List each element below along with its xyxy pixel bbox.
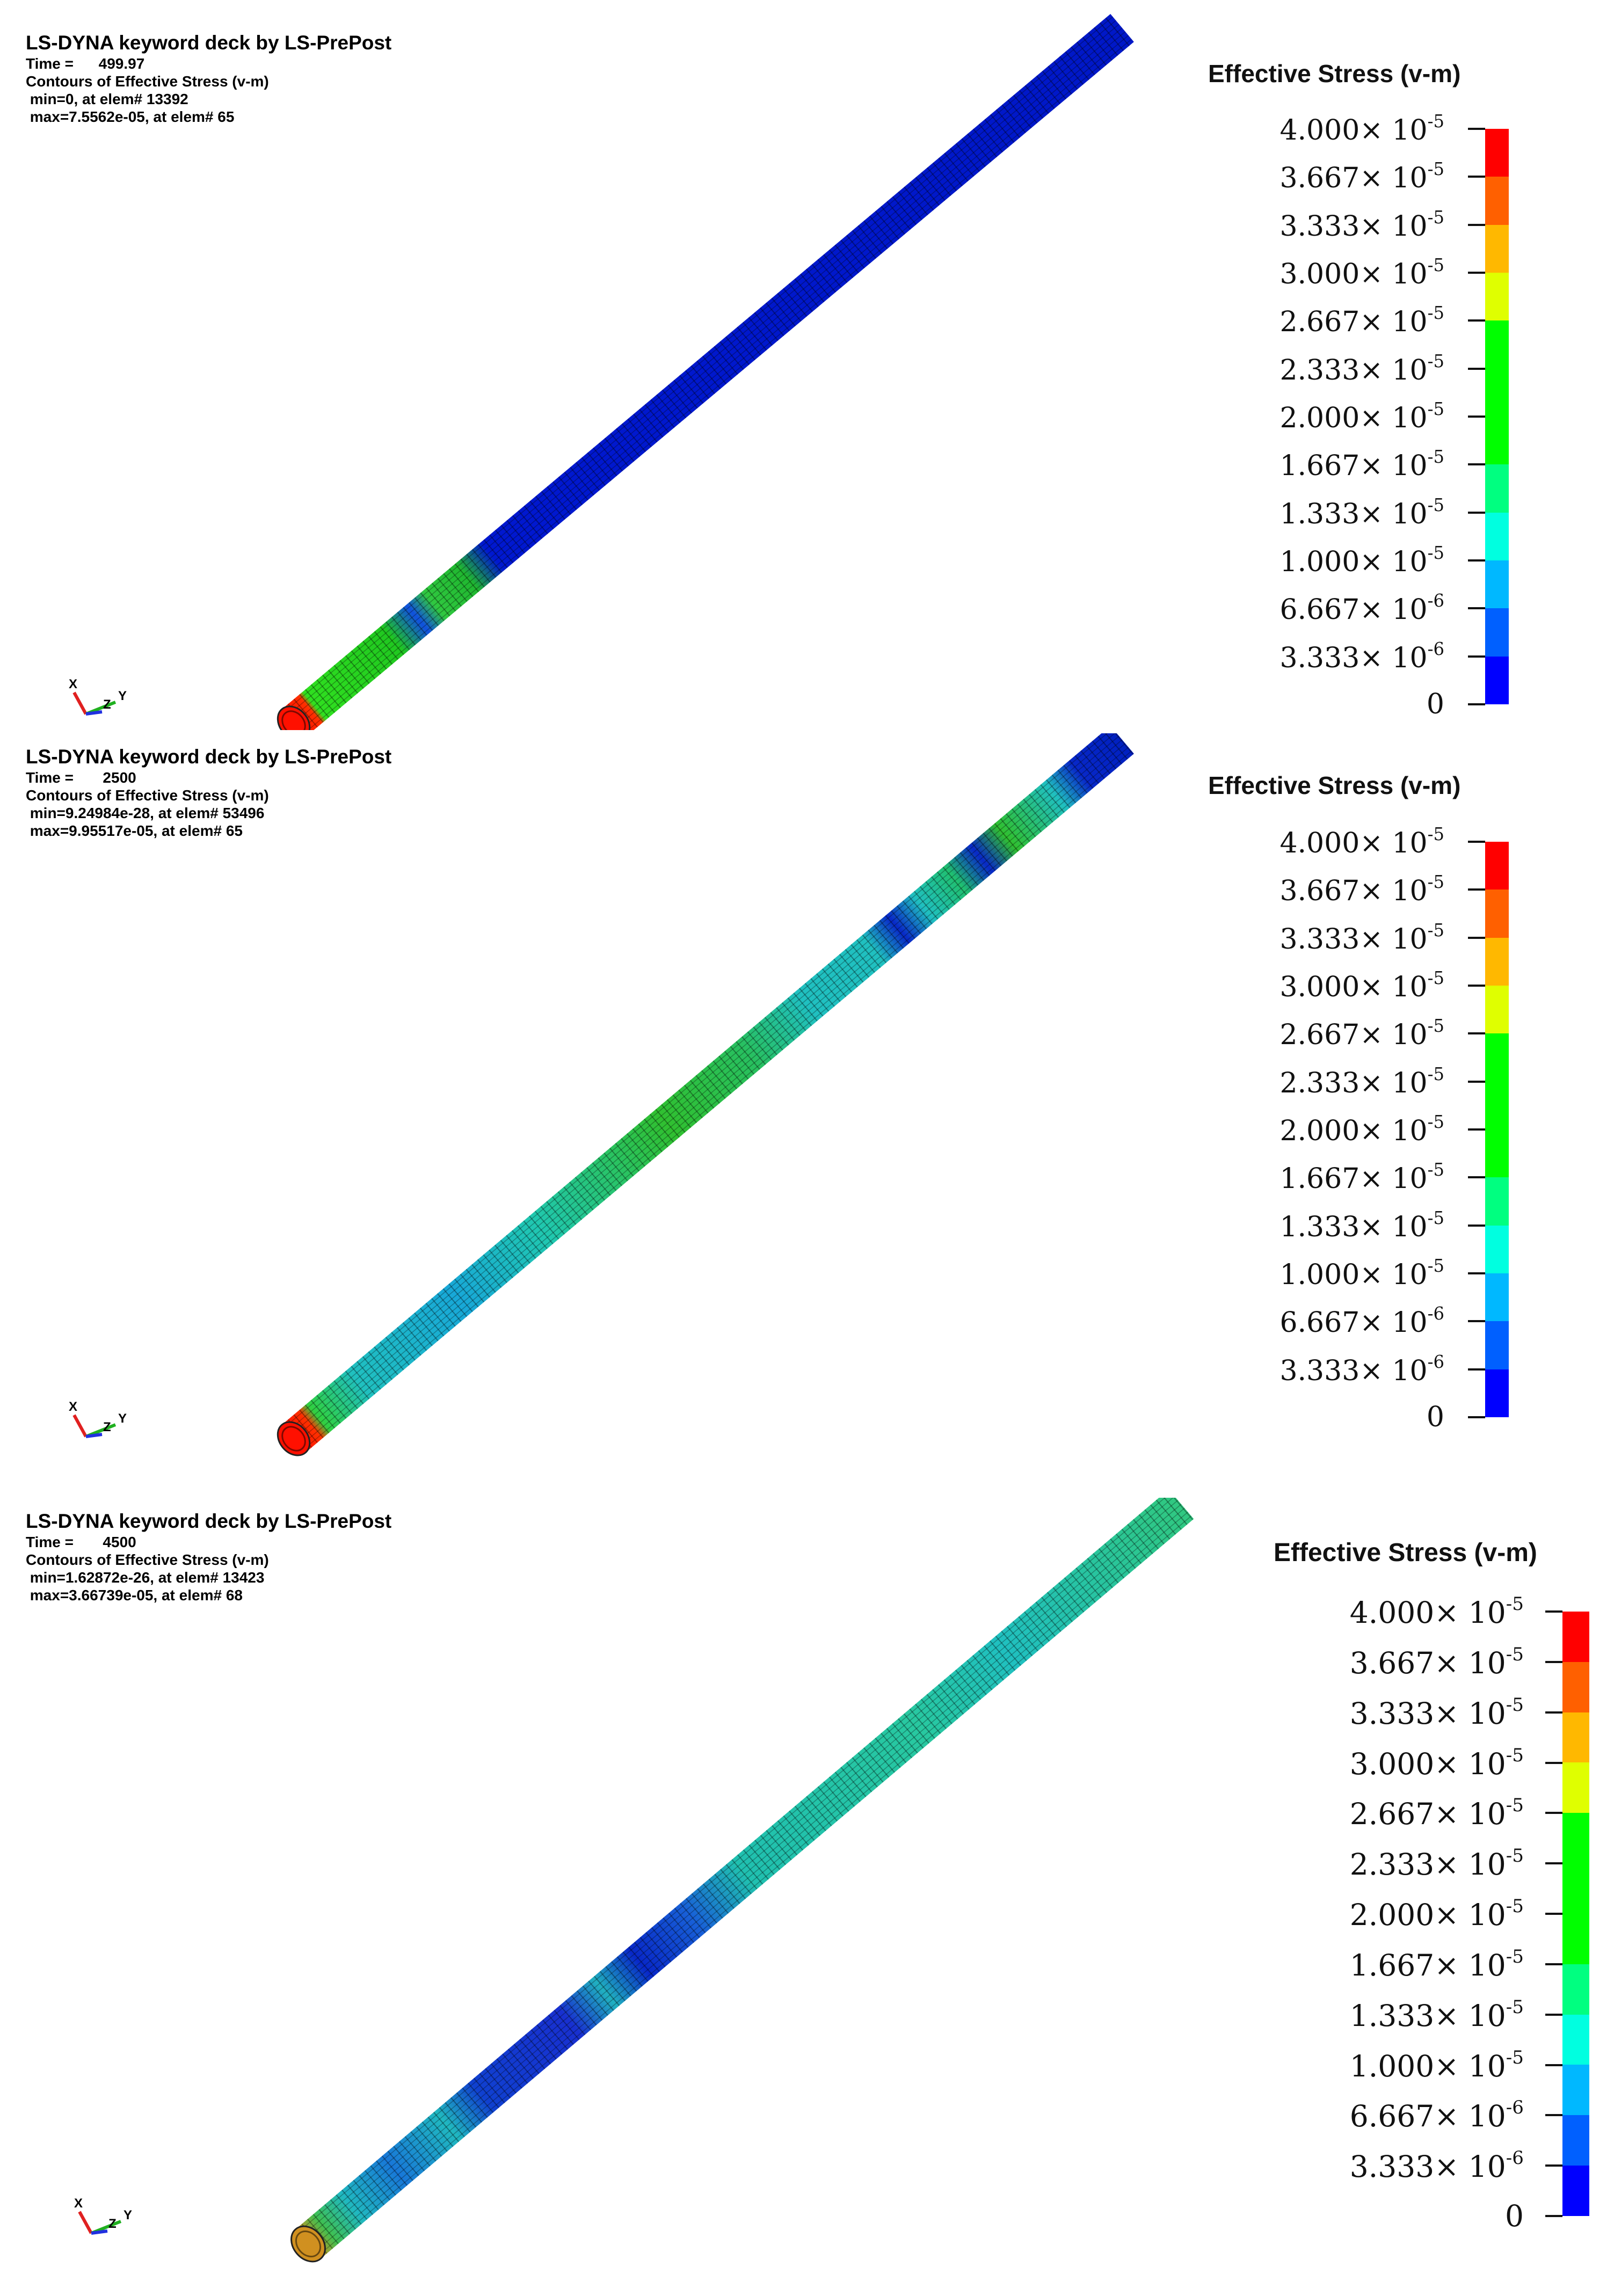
times-ten: × 10 <box>1359 162 1428 195</box>
legend-tick <box>1468 128 1485 130</box>
legend-label-value: 1.333 <box>1279 498 1360 530</box>
legend-label-exponent: -5 <box>1427 207 1444 228</box>
legend-label-value: 2.333 <box>1349 1847 1435 1882</box>
pipe-mesh-line <box>315 1512 1188 2252</box>
axis-triad-icon <box>64 1388 161 1447</box>
colorbar-band <box>1485 513 1509 560</box>
header-min: min=9.24984e-28, at elem# 53496 <box>26 804 265 821</box>
legend-label-exponent: -5 <box>1427 399 1444 420</box>
legend-label-value: 1.000 <box>1279 1258 1360 1291</box>
legend-label-value: 3.333 <box>1349 2149 1435 2184</box>
legend-label-value: 3.333 <box>1349 1696 1435 1731</box>
colorbar-band <box>1485 842 1509 890</box>
legend-tick <box>1545 2164 1562 2167</box>
legend-label-exponent: -5 <box>1427 1016 1444 1037</box>
times-ten: × 10 <box>1434 1645 1506 1680</box>
times-ten: × 10 <box>1359 306 1428 339</box>
legend-tick <box>1468 703 1485 705</box>
legend-title: Effective Stress (v-m) <box>1208 60 1461 88</box>
legend-label-value: 2.667 <box>1279 306 1360 339</box>
contour-panel-time-4500 <box>0 1498 1614 2296</box>
colorbar-band <box>1562 1762 1589 1813</box>
legend-label <box>1279 1064 1444 1099</box>
legend-label-value: 3.667 <box>1279 875 1360 908</box>
legend-label-value: 6.667 <box>1279 1307 1360 1339</box>
header-max: max=9.95517e-05, at elem# 65 <box>26 822 243 839</box>
header-contour: Contours of Effective Stress (v-m) <box>26 786 269 804</box>
legend-label <box>1350 1593 1524 1630</box>
legend-tick <box>1468 1416 1485 1418</box>
legend-title: Effective Stress (v-m) <box>1274 1539 1537 1567</box>
contour-info-header <box>26 745 391 840</box>
times-ten: × 10 <box>1359 450 1428 483</box>
legend-label <box>1279 1208 1444 1243</box>
legend-label-value: 4.000 <box>1279 114 1360 147</box>
legend-tick <box>1468 463 1485 465</box>
legend-tick <box>1545 1913 1562 1915</box>
header-max: max=7.5562e-05, at elem# 65 <box>26 108 235 125</box>
legend-tick <box>1468 985 1485 987</box>
legend-label <box>1279 495 1444 530</box>
colorbar-band <box>1562 1964 1589 2015</box>
legend-label-value: 1.333 <box>1349 1998 1435 2033</box>
legend-label <box>1279 303 1444 339</box>
legend-tick <box>1468 937 1485 939</box>
times-ten: × 10 <box>1359 971 1428 1003</box>
triad-label-x: X <box>69 677 78 691</box>
times-ten: × 10 <box>1434 2049 1506 2083</box>
contour-info-header <box>26 1510 391 1604</box>
legend-label <box>1279 1160 1444 1196</box>
legend-tick <box>1545 2215 1562 2217</box>
legend-colorbar <box>1562 1612 1589 2216</box>
legend-tick <box>1468 1032 1485 1034</box>
legend-label-value: 4.000 <box>1279 827 1360 859</box>
legend-label <box>1279 639 1444 674</box>
times-ten: × 10 <box>1434 2099 1506 2134</box>
legend-tick <box>1545 2064 1562 2066</box>
legend-label-exponent: -5 <box>1506 1694 1524 1716</box>
legend-label-exponent: -5 <box>1427 543 1444 564</box>
legend-label-exponent: -5 <box>1427 303 1444 324</box>
colorbar-band <box>1485 890 1509 937</box>
legend-label-value: 1.000 <box>1349 2049 1435 2083</box>
legend-tick <box>1468 1128 1485 1131</box>
colorbar-band <box>1562 1612 1589 1662</box>
legend-label-value: 3.333 <box>1279 210 1360 243</box>
colorbar-band <box>1485 1369 1509 1417</box>
times-ten: × 10 <box>1359 1258 1428 1291</box>
legend-label-exponent: -5 <box>1427 1207 1444 1228</box>
colorbar-band <box>1485 657 1509 704</box>
legend-title: Effective Stress (v-m) <box>1208 771 1461 799</box>
colorbar-band <box>1485 177 1509 224</box>
times-ten: × 10 <box>1359 923 1428 956</box>
colorbar-band <box>1485 1033 1509 1081</box>
legend-label-exponent: -5 <box>1506 2046 1524 2068</box>
pipe-mesh-line <box>305 1500 1178 2240</box>
legend-label <box>1279 255 1444 290</box>
legend-label <box>1279 872 1444 908</box>
legend-label-value: 3.000 <box>1279 971 1360 1003</box>
times-ten: × 10 <box>1359 402 1428 434</box>
times-ten: × 10 <box>1359 114 1428 147</box>
times-ten: × 10 <box>1359 594 1428 626</box>
triad-label-z: Z <box>103 697 111 712</box>
legend-label <box>1350 1845 1524 1882</box>
legend-label-exponent: -5 <box>1427 494 1444 515</box>
times-ten: × 10 <box>1434 1847 1506 1882</box>
legend-tick <box>1468 607 1485 609</box>
legend-label-value: 2.667 <box>1279 1019 1360 1052</box>
legend-label <box>1279 351 1444 387</box>
legend-tick <box>1468 1272 1485 1274</box>
legend-label <box>1279 207 1444 243</box>
legend-label-value: 6.667 <box>1279 594 1360 626</box>
times-ten: × 10 <box>1359 498 1428 530</box>
legend-label-exponent: -5 <box>1427 1160 1444 1180</box>
times-ten: × 10 <box>1359 1114 1428 1147</box>
times-ten: × 10 <box>1359 1067 1428 1099</box>
times-ten: × 10 <box>1434 1948 1506 1982</box>
legend-label-exponent: -6 <box>1427 1351 1444 1372</box>
legend-label-exponent: -5 <box>1506 1744 1524 1766</box>
pipe-mesh-line <box>290 24 1119 719</box>
legend-label <box>1279 1016 1444 1052</box>
legend-label-value: 1.667 <box>1349 1948 1435 1982</box>
legend-label <box>1350 1996 1524 2033</box>
header-min: min=1.62872e-26, at elem# 13423 <box>26 1569 265 1586</box>
legend-tick <box>1545 1762 1562 1764</box>
legend-label-exponent: -5 <box>1506 1643 1524 1665</box>
header-title: LS-DYNA keyword deck by LS-PrePost <box>26 1510 392 1532</box>
legend-tick <box>1545 1661 1562 1663</box>
legend-label-exponent: -5 <box>1427 255 1444 276</box>
header-contour: Contours of Effective Stress (v-m) <box>26 72 269 90</box>
colorbar-band <box>1485 369 1509 417</box>
colorbar-band <box>1485 129 1509 177</box>
legend-label-exponent: -5 <box>1427 1256 1444 1277</box>
times-ten: × 10 <box>1359 354 1428 387</box>
legend-tick <box>1468 888 1485 891</box>
pipe-mesh-line <box>318 1516 1191 2256</box>
colorbar-band <box>1562 2166 1589 2216</box>
legend-label <box>1279 399 1444 434</box>
legend-label-exponent: -5 <box>1506 1795 1524 1817</box>
colorbar-band <box>1485 1321 1509 1369</box>
times-ten: × 10 <box>1434 2149 1506 2184</box>
times-ten: × 10 <box>1434 1746 1506 1781</box>
legend-label-exponent: -6 <box>1427 638 1444 659</box>
legend-label-value: 3.667 <box>1349 1645 1435 1680</box>
header-contour: Contours of Effective Stress (v-m) <box>26 1551 269 1568</box>
pipe-mesh-line <box>297 32 1125 727</box>
pipe-mesh-line <box>311 1508 1184 2248</box>
times-ten: × 10 <box>1359 210 1428 243</box>
header-time: Time = 499.97 <box>26 55 145 72</box>
legend-tick <box>1468 319 1485 322</box>
times-ten: × 10 <box>1359 258 1428 290</box>
legend-tick <box>1468 1224 1485 1227</box>
contour-panel-time-2500 <box>0 733 1614 1485</box>
colorbar-band <box>1485 1082 1509 1129</box>
colorbar-band <box>1485 608 1509 656</box>
colorbar-band <box>1562 2115 1589 2166</box>
legend-label-exponent: -5 <box>1427 111 1444 132</box>
axis-triad-icon <box>64 666 161 725</box>
pipe-mesh-line <box>285 17 1113 712</box>
legend-label-value: 1.333 <box>1279 1211 1360 1243</box>
times-ten: × 10 <box>1434 1897 1506 1932</box>
times-ten: × 10 <box>1359 1307 1428 1339</box>
legend-label-value: 1.000 <box>1279 545 1360 578</box>
legend-label-value: 0 <box>1426 1401 1444 1433</box>
legend-label-exponent: -5 <box>1427 968 1444 989</box>
legend-tick <box>1545 1610 1562 1613</box>
legend-label-exponent: -5 <box>1506 1896 1524 1918</box>
legend-tick <box>1468 176 1485 178</box>
legend-tick <box>1468 1081 1485 1083</box>
triad-label-y: Y <box>118 689 127 703</box>
legend-tick <box>1468 368 1485 370</box>
legend-label <box>1427 1401 1444 1433</box>
legend-label-exponent: -5 <box>1427 159 1444 180</box>
header-title: LS-DYNA keyword deck by LS-PrePost <box>26 32 392 54</box>
colorbar-band <box>1485 464 1509 512</box>
legend-label-exponent: -6 <box>1506 2097 1524 2119</box>
header-time: Time = 2500 <box>26 769 136 786</box>
legend-label <box>1350 2147 1524 2184</box>
colorbar-band <box>1562 2015 1589 2065</box>
colorbar-band <box>1562 1863 1589 1914</box>
legend-tick <box>1545 2014 1562 2016</box>
legend-label-value: 6.667 <box>1349 2099 1435 2134</box>
colorbar-band <box>1485 1273 1509 1321</box>
colorbar-band <box>1485 560 1509 608</box>
legend-label-value: 2.333 <box>1279 354 1360 387</box>
legend-label <box>1279 920 1444 956</box>
times-ten: × 10 <box>1359 642 1428 674</box>
legend-label-value: 2.000 <box>1279 402 1360 434</box>
legend-label-exponent: -5 <box>1427 1063 1444 1084</box>
legend-label <box>1350 2047 1524 2083</box>
colorbar-band <box>1485 320 1509 368</box>
legend-label-exponent: -6 <box>1506 2147 1524 2169</box>
legend-label-value: 3.000 <box>1349 1746 1435 1781</box>
legend-tick <box>1468 655 1485 658</box>
legend-tick <box>1545 2114 1562 2116</box>
triad-label-y: Y <box>118 1411 127 1426</box>
triad-label-x: X <box>74 2196 83 2211</box>
legend-label-exponent: -5 <box>1427 920 1444 941</box>
header-min: min=0, at elem# 13392 <box>26 90 188 107</box>
colorbar-band <box>1485 986 1509 1033</box>
legend-tick <box>1545 1963 1562 1965</box>
times-ten: × 10 <box>1434 1696 1506 1731</box>
legend-label-value: 0 <box>1505 2199 1524 2233</box>
legend-label <box>1427 688 1444 720</box>
legend-label-exponent: -6 <box>1427 1303 1444 1324</box>
pipe-mesh-line <box>287 20 1116 716</box>
triad-label-z: Z <box>103 1420 111 1434</box>
pipe-mesh-line <box>300 747 1129 1446</box>
colorbar-band <box>1485 273 1509 320</box>
legend-label <box>1279 591 1444 626</box>
legend-label <box>1350 1795 1524 1831</box>
legend-label <box>1350 1896 1524 1932</box>
colorbar-band <box>1485 1129 1509 1177</box>
times-ten: × 10 <box>1434 1998 1506 2033</box>
legend-label-value: 2.000 <box>1279 1114 1360 1147</box>
times-ten: × 10 <box>1359 1019 1428 1052</box>
legend-tick <box>1468 272 1485 274</box>
legend-tick <box>1468 512 1485 514</box>
legend-colorbar <box>1485 842 1509 1417</box>
pipe-mesh-line <box>290 736 1119 1435</box>
legend-label-value: 3.000 <box>1279 258 1360 290</box>
legend-label-exponent: -5 <box>1506 1996 1524 2018</box>
legend-label <box>1350 1694 1524 1731</box>
times-ten: × 10 <box>1359 875 1428 908</box>
legend-label-exponent: -5 <box>1506 1845 1524 1867</box>
colorbar-band <box>1562 1712 1589 1763</box>
legend-label <box>1350 2097 1524 2133</box>
legend-tick <box>1468 1320 1485 1322</box>
times-ten: × 10 <box>1359 1211 1428 1243</box>
legend-tick <box>1545 1812 1562 1814</box>
pipe-mesh-line <box>308 1504 1181 2244</box>
times-ten: × 10 <box>1434 1797 1506 1832</box>
legend-tick <box>1468 841 1485 843</box>
legend-label-exponent: -5 <box>1506 1593 1524 1615</box>
colorbar-band <box>1485 1226 1509 1273</box>
legend-label <box>1505 2199 1524 2233</box>
colorbar-band <box>1485 225 1509 273</box>
legend-tick <box>1468 1176 1485 1178</box>
times-ten: × 10 <box>1359 827 1428 859</box>
legend-label <box>1350 1946 1524 1982</box>
legend-label-exponent: -5 <box>1427 447 1444 468</box>
legend-label-value: 3.667 <box>1279 162 1360 195</box>
times-ten: × 10 <box>1434 1595 1506 1630</box>
legend-label <box>1279 1256 1444 1291</box>
legend-tick <box>1468 559 1485 562</box>
header-title: LS-DYNA keyword deck by LS-PrePost <box>26 746 392 768</box>
legend-tick <box>1545 1862 1562 1864</box>
legend-label-value: 2.000 <box>1349 1897 1435 1932</box>
header-max: max=3.66739e-05, at elem# 68 <box>26 1586 243 1603</box>
legend-tick <box>1468 224 1485 226</box>
colorbar-band <box>1562 1914 1589 1964</box>
header-time: Time = 4500 <box>26 1533 136 1550</box>
pipe-mesh-line <box>300 35 1129 730</box>
legend-colorbar <box>1485 129 1509 704</box>
legend-label-value: 1.667 <box>1279 1163 1360 1196</box>
legend-label-value: 2.333 <box>1279 1067 1360 1099</box>
legend-label <box>1279 447 1444 483</box>
triad-label-x: X <box>69 1400 78 1414</box>
times-ten: × 10 <box>1359 1163 1428 1196</box>
times-ten: × 10 <box>1359 1354 1428 1387</box>
colorbar-band <box>1562 2065 1589 2115</box>
pipe-mesh-line <box>297 744 1125 1442</box>
triad-label-z: Z <box>108 2217 117 2231</box>
contour-info-header <box>26 31 391 126</box>
legend-label <box>1279 1304 1444 1339</box>
legend-label <box>1279 1352 1444 1387</box>
pipe-mesh-line <box>303 751 1132 1450</box>
legend-tick <box>1468 1368 1485 1371</box>
legend-label-exponent: -5 <box>1427 351 1444 371</box>
colorbar-band <box>1485 417 1509 464</box>
legend-label-exponent: -5 <box>1506 1945 1524 1967</box>
legend-label <box>1279 968 1444 1003</box>
legend-label <box>1279 543 1444 578</box>
legend-label-value: 3.333 <box>1279 923 1360 956</box>
legend-label-value: 0 <box>1426 688 1444 720</box>
triad-label-y: Y <box>123 2208 133 2222</box>
pipe-mesh-line <box>294 28 1122 723</box>
legend-tick <box>1545 1711 1562 1714</box>
legend-label-exponent: -6 <box>1427 591 1444 611</box>
legend-label <box>1350 1745 1524 1781</box>
contour-panel-time-499 <box>0 0 1614 730</box>
legend-tick <box>1468 416 1485 418</box>
legend-label-value: 3.333 <box>1279 1354 1360 1387</box>
legend-label-exponent: -5 <box>1427 1112 1444 1133</box>
legend-label <box>1350 1644 1524 1680</box>
legend-label-value: 2.667 <box>1349 1797 1435 1832</box>
legend-label-value: 4.000 <box>1349 1595 1435 1630</box>
legend-label <box>1279 1112 1444 1147</box>
colorbar-band <box>1485 938 1509 986</box>
pipe-mesh-line <box>294 740 1122 1439</box>
times-ten: × 10 <box>1359 545 1428 578</box>
legend-label <box>1279 111 1444 147</box>
colorbar-band <box>1485 1177 1509 1225</box>
legend-label-exponent: -5 <box>1427 872 1444 893</box>
colorbar-band <box>1562 1662 1589 1712</box>
legend-label-exponent: -5 <box>1427 824 1444 845</box>
legend-label <box>1279 824 1444 859</box>
axis-triad-icon <box>70 2185 166 2244</box>
legend-label <box>1279 159 1444 195</box>
legend-label-value: 3.333 <box>1279 642 1360 674</box>
legend-label-value: 1.667 <box>1279 450 1360 483</box>
colorbar-band <box>1562 1813 1589 1863</box>
